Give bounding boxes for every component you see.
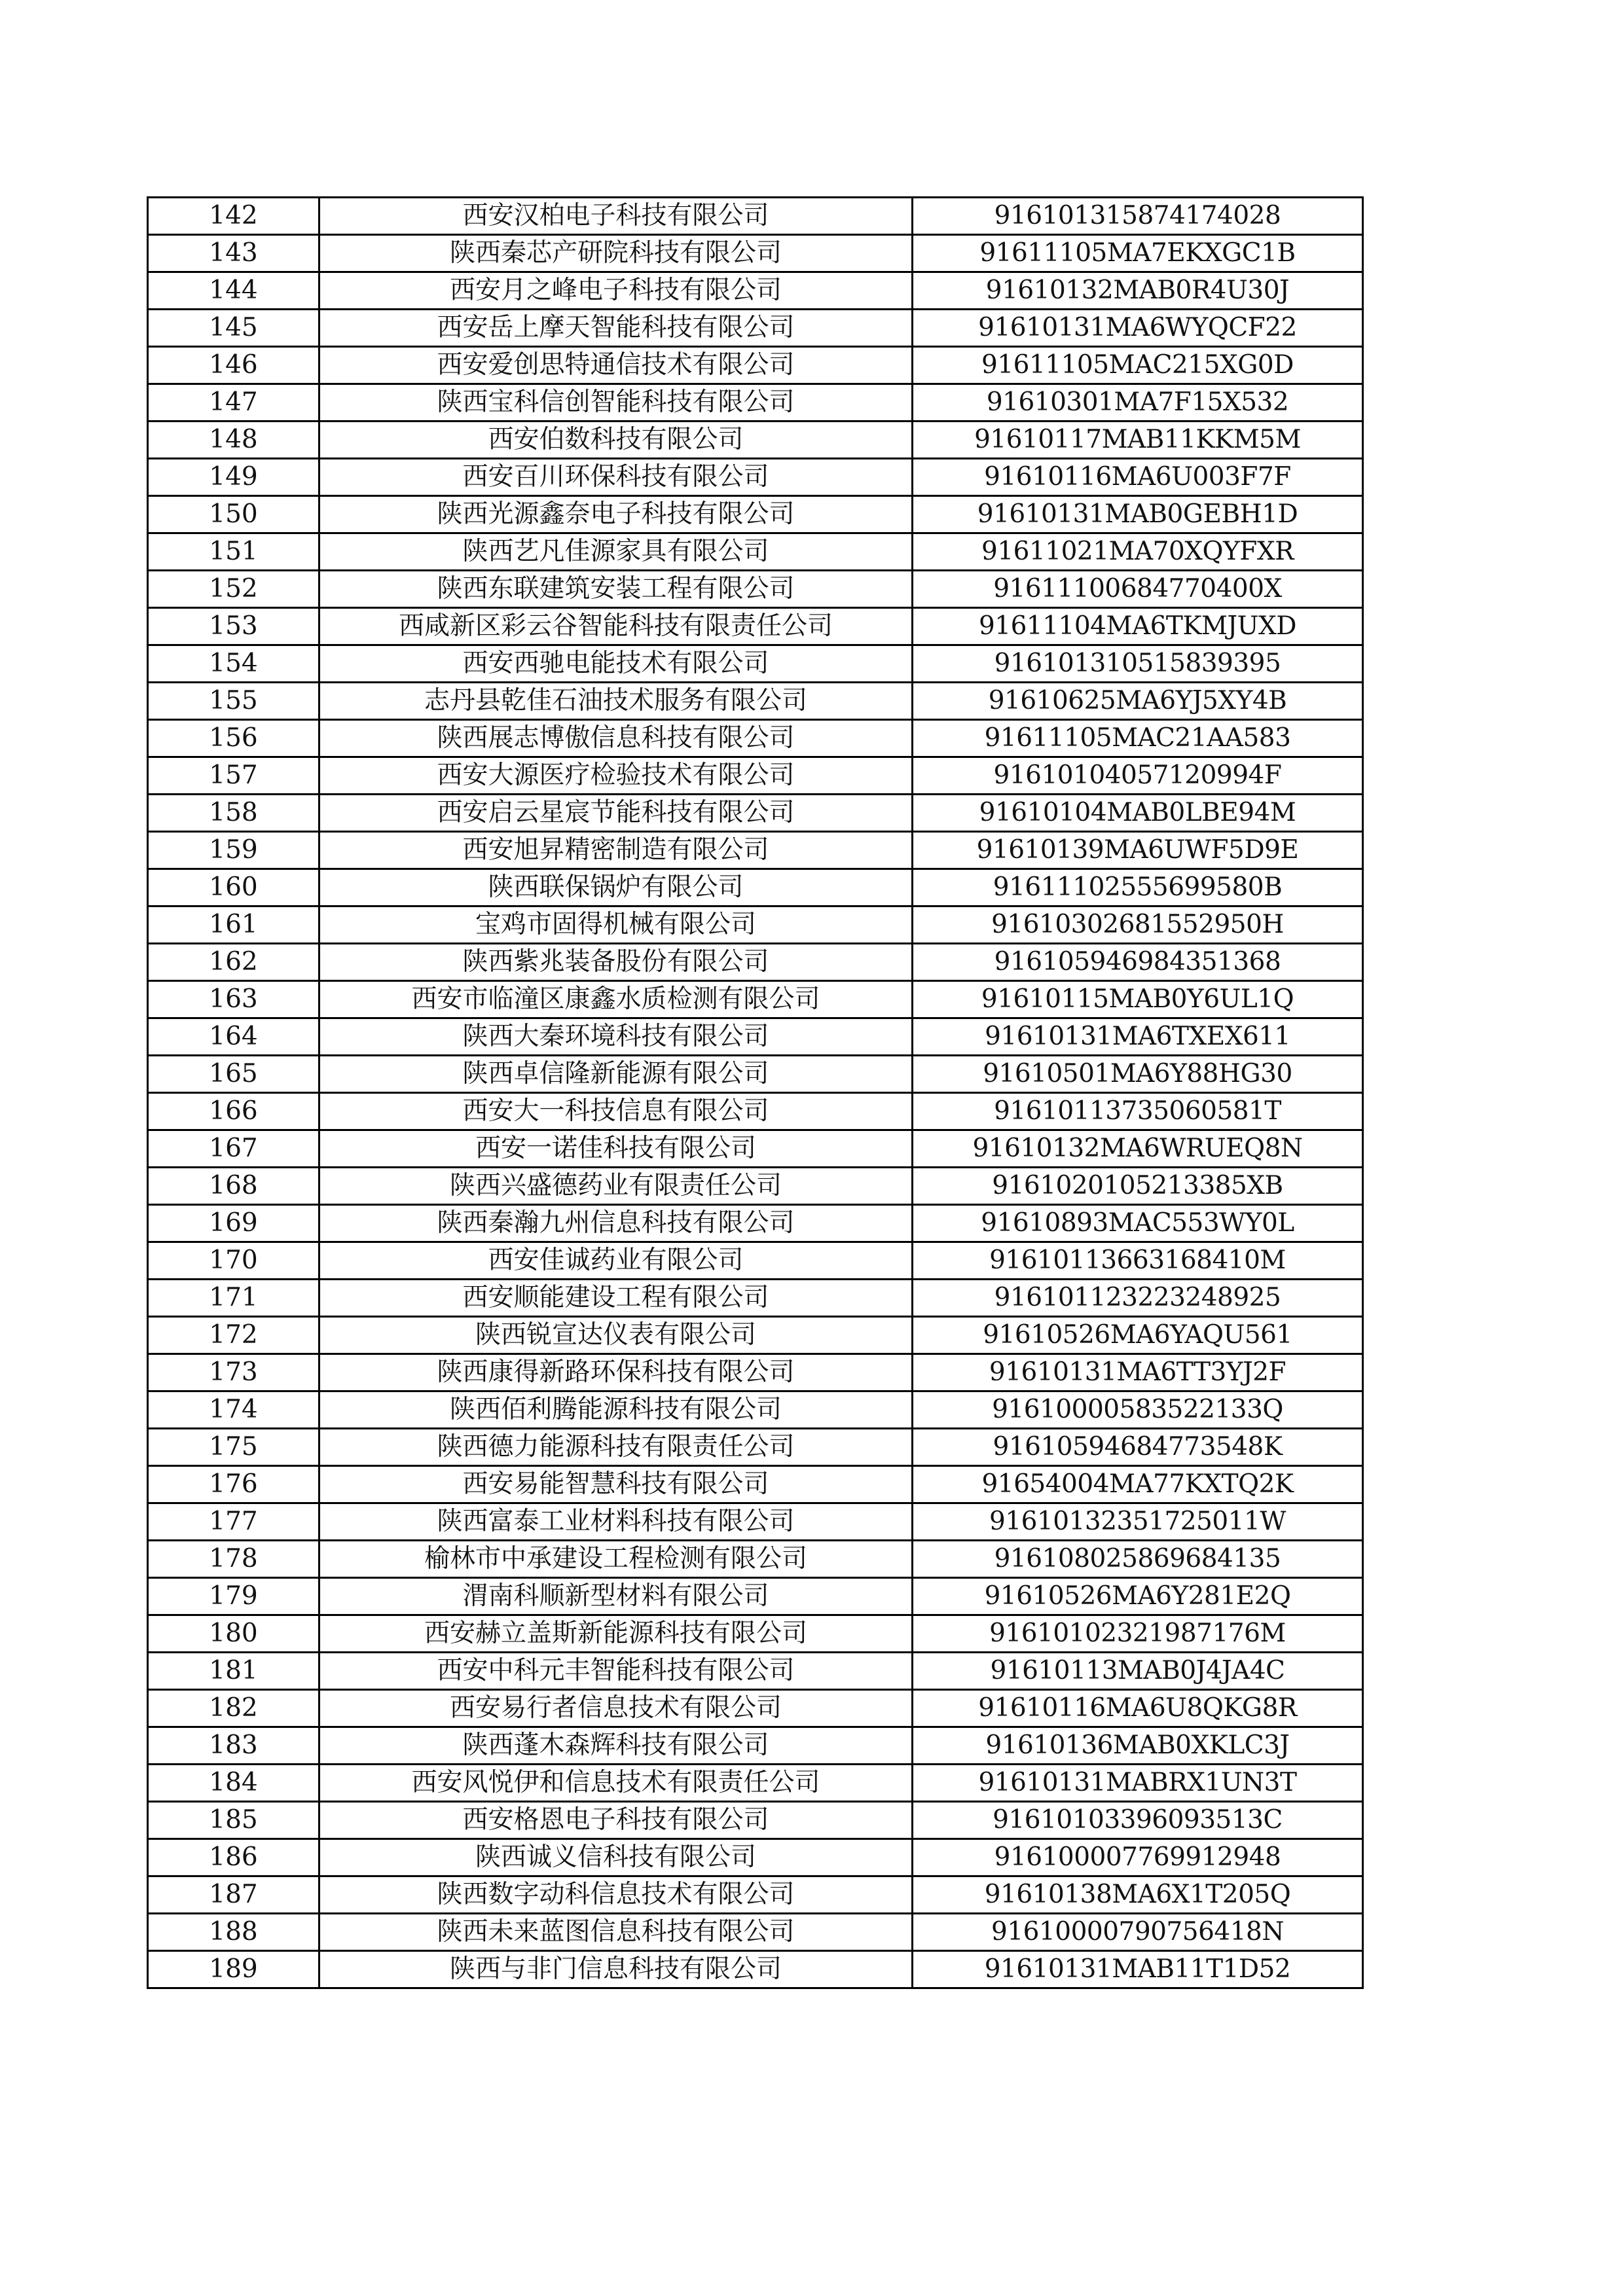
credit-code: 916101123223248925 <box>913 1280 1363 1317</box>
credit-code: 91610115MAB0Y6UL1Q <box>913 981 1363 1018</box>
credit-code: 916101315874174028 <box>913 198 1363 235</box>
credit-code: 91610104MAB0LBE94M <box>913 795 1363 832</box>
company-name: 陕西艺凡佳源家具有限公司 <box>319 533 913 571</box>
company-name: 西安岳上摩天智能科技有限公司 <box>319 310 913 347</box>
table-row <box>148 1093 1363 1130</box>
company-table <box>147 196 1364 1989</box>
credit-code: 91610104057120994F <box>913 757 1363 795</box>
company-name: 陕西大秦环境科技有限公司 <box>319 1018 913 1056</box>
table-row <box>148 1802 1363 1839</box>
table-row <box>148 1653 1363 1690</box>
company-name: 西安启云星宸节能科技有限公司 <box>319 795 913 832</box>
credit-code: 91610501MA6Y88HG30 <box>913 1056 1363 1093</box>
table-row <box>148 1056 1363 1093</box>
credit-code: 91610113663168410M <box>913 1242 1363 1280</box>
credit-code: 91610103396093513C <box>913 1802 1363 1839</box>
credit-code: 91611102555699580B <box>913 869 1363 906</box>
table-row <box>148 1466 1363 1503</box>
table-row <box>148 869 1363 906</box>
credit-code: 91610113MAB0J4JA4C <box>913 1653 1363 1690</box>
company-name: 陕西展志博傲信息科技有限公司 <box>319 720 913 757</box>
credit-code: 91610139MA6UWF5D9E <box>913 832 1363 869</box>
company-name: 西安大一科技信息有限公司 <box>319 1093 913 1130</box>
credit-code: 91610138MA6X1T205Q <box>913 1876 1363 1914</box>
table-row <box>148 198 1363 235</box>
credit-code: 91610000583522133Q <box>913 1391 1363 1429</box>
table-row <box>148 1690 1363 1727</box>
table-row <box>148 533 1363 571</box>
table-row <box>148 1429 1363 1466</box>
company-name: 陕西兴盛德药业有限责任公司 <box>319 1168 913 1205</box>
table-row <box>148 944 1363 981</box>
table-row <box>148 1839 1363 1876</box>
company-name: 西安风悦伊和信息技术有限责任公司 <box>319 1765 913 1802</box>
row-number: 146 <box>148 347 319 384</box>
table-row <box>148 1951 1363 1988</box>
table-row <box>148 272 1363 310</box>
row-number: 173 <box>148 1354 319 1391</box>
company-name: 陕西联保锅炉有限公司 <box>319 869 913 906</box>
company-name: 西安佳诚药业有限公司 <box>319 1242 913 1280</box>
row-number: 160 <box>148 869 319 906</box>
row-number: 172 <box>148 1317 319 1354</box>
table-row <box>148 1354 1363 1391</box>
company-name: 西安月之峰电子科技有限公司 <box>319 272 913 310</box>
table-row <box>148 1205 1363 1242</box>
company-name: 西安伯数科技有限公司 <box>319 422 913 459</box>
credit-code: 916101310515839395 <box>913 645 1363 683</box>
row-number: 149 <box>148 459 319 496</box>
company-name: 陕西佰利腾能源科技有限公司 <box>319 1391 913 1429</box>
row-number: 152 <box>148 571 319 608</box>
credit-code: 91610625MA6YJ5XY4B <box>913 683 1363 720</box>
row-number: 156 <box>148 720 319 757</box>
row-number: 189 <box>148 1951 319 1988</box>
row-number: 157 <box>148 757 319 795</box>
row-number: 150 <box>148 496 319 533</box>
row-number: 144 <box>148 272 319 310</box>
credit-code: 91611100684770400X <box>913 571 1363 608</box>
row-number: 158 <box>148 795 319 832</box>
company-name: 西安汉柏电子科技有限公司 <box>319 198 913 235</box>
row-number: 168 <box>148 1168 319 1205</box>
table-row <box>148 310 1363 347</box>
table-row <box>148 384 1363 422</box>
company-name: 陕西与非门信息科技有限公司 <box>319 1951 913 1988</box>
credit-code: 91611104MA6TKMJUXD <box>913 608 1363 645</box>
credit-code: 91610132MA6WRUEQ8N <box>913 1130 1363 1168</box>
credit-code: 91611105MAC215XG0D <box>913 347 1363 384</box>
company-name: 陕西秦芯产研院科技有限公司 <box>319 235 913 272</box>
row-number: 151 <box>148 533 319 571</box>
row-number: 163 <box>148 981 319 1018</box>
company-name: 西安中科元丰智能科技有限公司 <box>319 1653 913 1690</box>
row-number: 184 <box>148 1765 319 1802</box>
row-number: 166 <box>148 1093 319 1130</box>
credit-code: 91610526MA6YAQU561 <box>913 1317 1363 1354</box>
company-name: 西安大源医疗检验技术有限公司 <box>319 757 913 795</box>
company-name: 陕西数字动科信息技术有限公司 <box>319 1876 913 1914</box>
table-row <box>148 571 1363 608</box>
company-name: 陕西紫兆装备股份有限公司 <box>319 944 913 981</box>
table-row <box>148 720 1363 757</box>
credit-code: 91610136MAB0XKLC3J <box>913 1727 1363 1765</box>
table-row <box>148 459 1363 496</box>
row-number: 153 <box>148 608 319 645</box>
row-number: 164 <box>148 1018 319 1056</box>
table-row <box>148 1876 1363 1914</box>
table-row <box>148 1242 1363 1280</box>
table-row <box>148 906 1363 944</box>
company-name: 陕西锐宣达仪表有限公司 <box>319 1317 913 1354</box>
table-row <box>148 235 1363 272</box>
table-row <box>148 1541 1363 1578</box>
credit-code: 91610117MAB11KKM5M <box>913 422 1363 459</box>
table-row <box>148 1727 1363 1765</box>
credit-code: 916100007769912948 <box>913 1839 1363 1876</box>
company-name: 陕西宝科信创智能科技有限公司 <box>319 384 913 422</box>
company-name: 陕西康得新路环保科技有限公司 <box>319 1354 913 1391</box>
credit-code: 91610131MABRX1UN3T <box>913 1765 1363 1802</box>
table-row <box>148 1765 1363 1802</box>
credit-code: 916105946984351368 <box>913 944 1363 981</box>
company-name: 西安西驰电能技术有限公司 <box>319 645 913 683</box>
company-name: 陕西东联建筑安装工程有限公司 <box>319 571 913 608</box>
table-row <box>148 608 1363 645</box>
company-table-body <box>148 198 1363 1988</box>
row-number: 167 <box>148 1130 319 1168</box>
row-number: 186 <box>148 1839 319 1876</box>
row-number: 142 <box>148 198 319 235</box>
row-number: 182 <box>148 1690 319 1727</box>
credit-code: 91610131MA6TT3YJ2F <box>913 1354 1363 1391</box>
table-row <box>148 1317 1363 1354</box>
company-name: 宝鸡市固得机械有限公司 <box>319 906 913 944</box>
table-row <box>148 645 1363 683</box>
table-row <box>148 1280 1363 1317</box>
row-number: 178 <box>148 1541 319 1578</box>
company-name: 陕西蓬木森辉科技有限公司 <box>319 1727 913 1765</box>
row-number: 147 <box>148 384 319 422</box>
credit-code: 91610131MA6TXEX611 <box>913 1018 1363 1056</box>
table-row <box>148 347 1363 384</box>
credit-code: 91654004MA77KXTQ2K <box>913 1466 1363 1503</box>
table-row <box>148 1168 1363 1205</box>
company-name: 西安易行者信息技术有限公司 <box>319 1690 913 1727</box>
credit-code: 91610132MAB0R4U30J <box>913 272 1363 310</box>
row-number: 177 <box>148 1503 319 1541</box>
row-number: 176 <box>148 1466 319 1503</box>
company-name: 陕西未来蓝图信息科技有限公司 <box>319 1914 913 1951</box>
row-number: 165 <box>148 1056 319 1093</box>
table-row <box>148 1391 1363 1429</box>
table-row <box>148 422 1363 459</box>
company-name: 渭南科顺新型材料有限公司 <box>319 1578 913 1615</box>
company-name: 西咸新区彩云谷智能科技有限责任公司 <box>319 608 913 645</box>
credit-code: 91610000790756418N <box>913 1914 1363 1951</box>
credit-code: 916108025869684135 <box>913 1541 1363 1578</box>
credit-code: 91610132351725011W <box>913 1503 1363 1541</box>
company-name: 西安格恩电子科技有限公司 <box>319 1802 913 1839</box>
credit-code: 91611105MA7EKXGC1B <box>913 235 1363 272</box>
row-number: 148 <box>148 422 319 459</box>
row-number: 171 <box>148 1280 319 1317</box>
table-row <box>148 1018 1363 1056</box>
credit-code: 91610302681552950H <box>913 906 1363 944</box>
table-row <box>148 795 1363 832</box>
table-row <box>148 1503 1363 1541</box>
credit-code: 91610116MA6U8QKG8R <box>913 1690 1363 1727</box>
row-number: 169 <box>148 1205 319 1242</box>
company-name: 西安百川环保科技有限公司 <box>319 459 913 496</box>
credit-code: 91610594684773548K <box>913 1429 1363 1466</box>
credit-code: 91611021MA70XQYFXR <box>913 533 1363 571</box>
credit-code: 91610131MAB0GEBH1D <box>913 496 1363 533</box>
credit-code: 91610526MA6Y281E2Q <box>913 1578 1363 1615</box>
company-name: 西安市临潼区康鑫水质检测有限公司 <box>319 981 913 1018</box>
company-name: 陕西秦瀚九州信息科技有限公司 <box>319 1205 913 1242</box>
row-number: 170 <box>148 1242 319 1280</box>
company-name: 西安顺能建设工程有限公司 <box>319 1280 913 1317</box>
row-number: 187 <box>148 1876 319 1914</box>
table-row <box>148 1130 1363 1168</box>
row-number: 175 <box>148 1429 319 1466</box>
row-number: 174 <box>148 1391 319 1429</box>
row-number: 154 <box>148 645 319 683</box>
company-name: 陕西德力能源科技有限责任公司 <box>319 1429 913 1466</box>
row-number: 181 <box>148 1653 319 1690</box>
credit-code: 9161020105213385XB <box>913 1168 1363 1205</box>
company-name: 志丹县乾佳石油技术服务有限公司 <box>319 683 913 720</box>
row-number: 155 <box>148 683 319 720</box>
company-name: 榆林市中承建设工程检测有限公司 <box>319 1541 913 1578</box>
table-row <box>148 757 1363 795</box>
table-row <box>148 1914 1363 1951</box>
row-number: 159 <box>148 832 319 869</box>
table-row <box>148 832 1363 869</box>
row-number: 145 <box>148 310 319 347</box>
credit-code: 91610131MAB11T1D52 <box>913 1951 1363 1988</box>
row-number: 161 <box>148 906 319 944</box>
table-row <box>148 1615 1363 1653</box>
credit-code: 91610113735060581T <box>913 1093 1363 1130</box>
row-number: 180 <box>148 1615 319 1653</box>
row-number: 185 <box>148 1802 319 1839</box>
credit-code: 91610131MA6WYQCF22 <box>913 310 1363 347</box>
company-name: 西安旭昇精密制造有限公司 <box>319 832 913 869</box>
company-name: 西安易能智慧科技有限公司 <box>319 1466 913 1503</box>
row-number: 179 <box>148 1578 319 1615</box>
company-name: 西安一诺佳科技有限公司 <box>319 1130 913 1168</box>
company-name: 陕西诚义信科技有限公司 <box>319 1839 913 1876</box>
table-row <box>148 683 1363 720</box>
company-name: 西安赫立盖斯新能源科技有限公司 <box>319 1615 913 1653</box>
company-name: 陕西光源鑫奈电子科技有限公司 <box>319 496 913 533</box>
credit-code: 91610893MAC553WY0L <box>913 1205 1363 1242</box>
table-row <box>148 496 1363 533</box>
credit-code: 91611105MAC21AA583 <box>913 720 1363 757</box>
table-row <box>148 981 1363 1018</box>
credit-code: 91610116MA6U003F7F <box>913 459 1363 496</box>
row-number: 162 <box>148 944 319 981</box>
company-name: 陕西卓信隆新能源有限公司 <box>319 1056 913 1093</box>
company-name: 陕西富泰工业材料科技有限公司 <box>319 1503 913 1541</box>
table-row <box>148 1578 1363 1615</box>
credit-code: 91610301MA7F15X532 <box>913 384 1363 422</box>
credit-code: 91610102321987176M <box>913 1615 1363 1653</box>
row-number: 183 <box>148 1727 319 1765</box>
company-name: 西安爱创思特通信技术有限公司 <box>319 347 913 384</box>
row-number: 143 <box>148 235 319 272</box>
row-number: 188 <box>148 1914 319 1951</box>
